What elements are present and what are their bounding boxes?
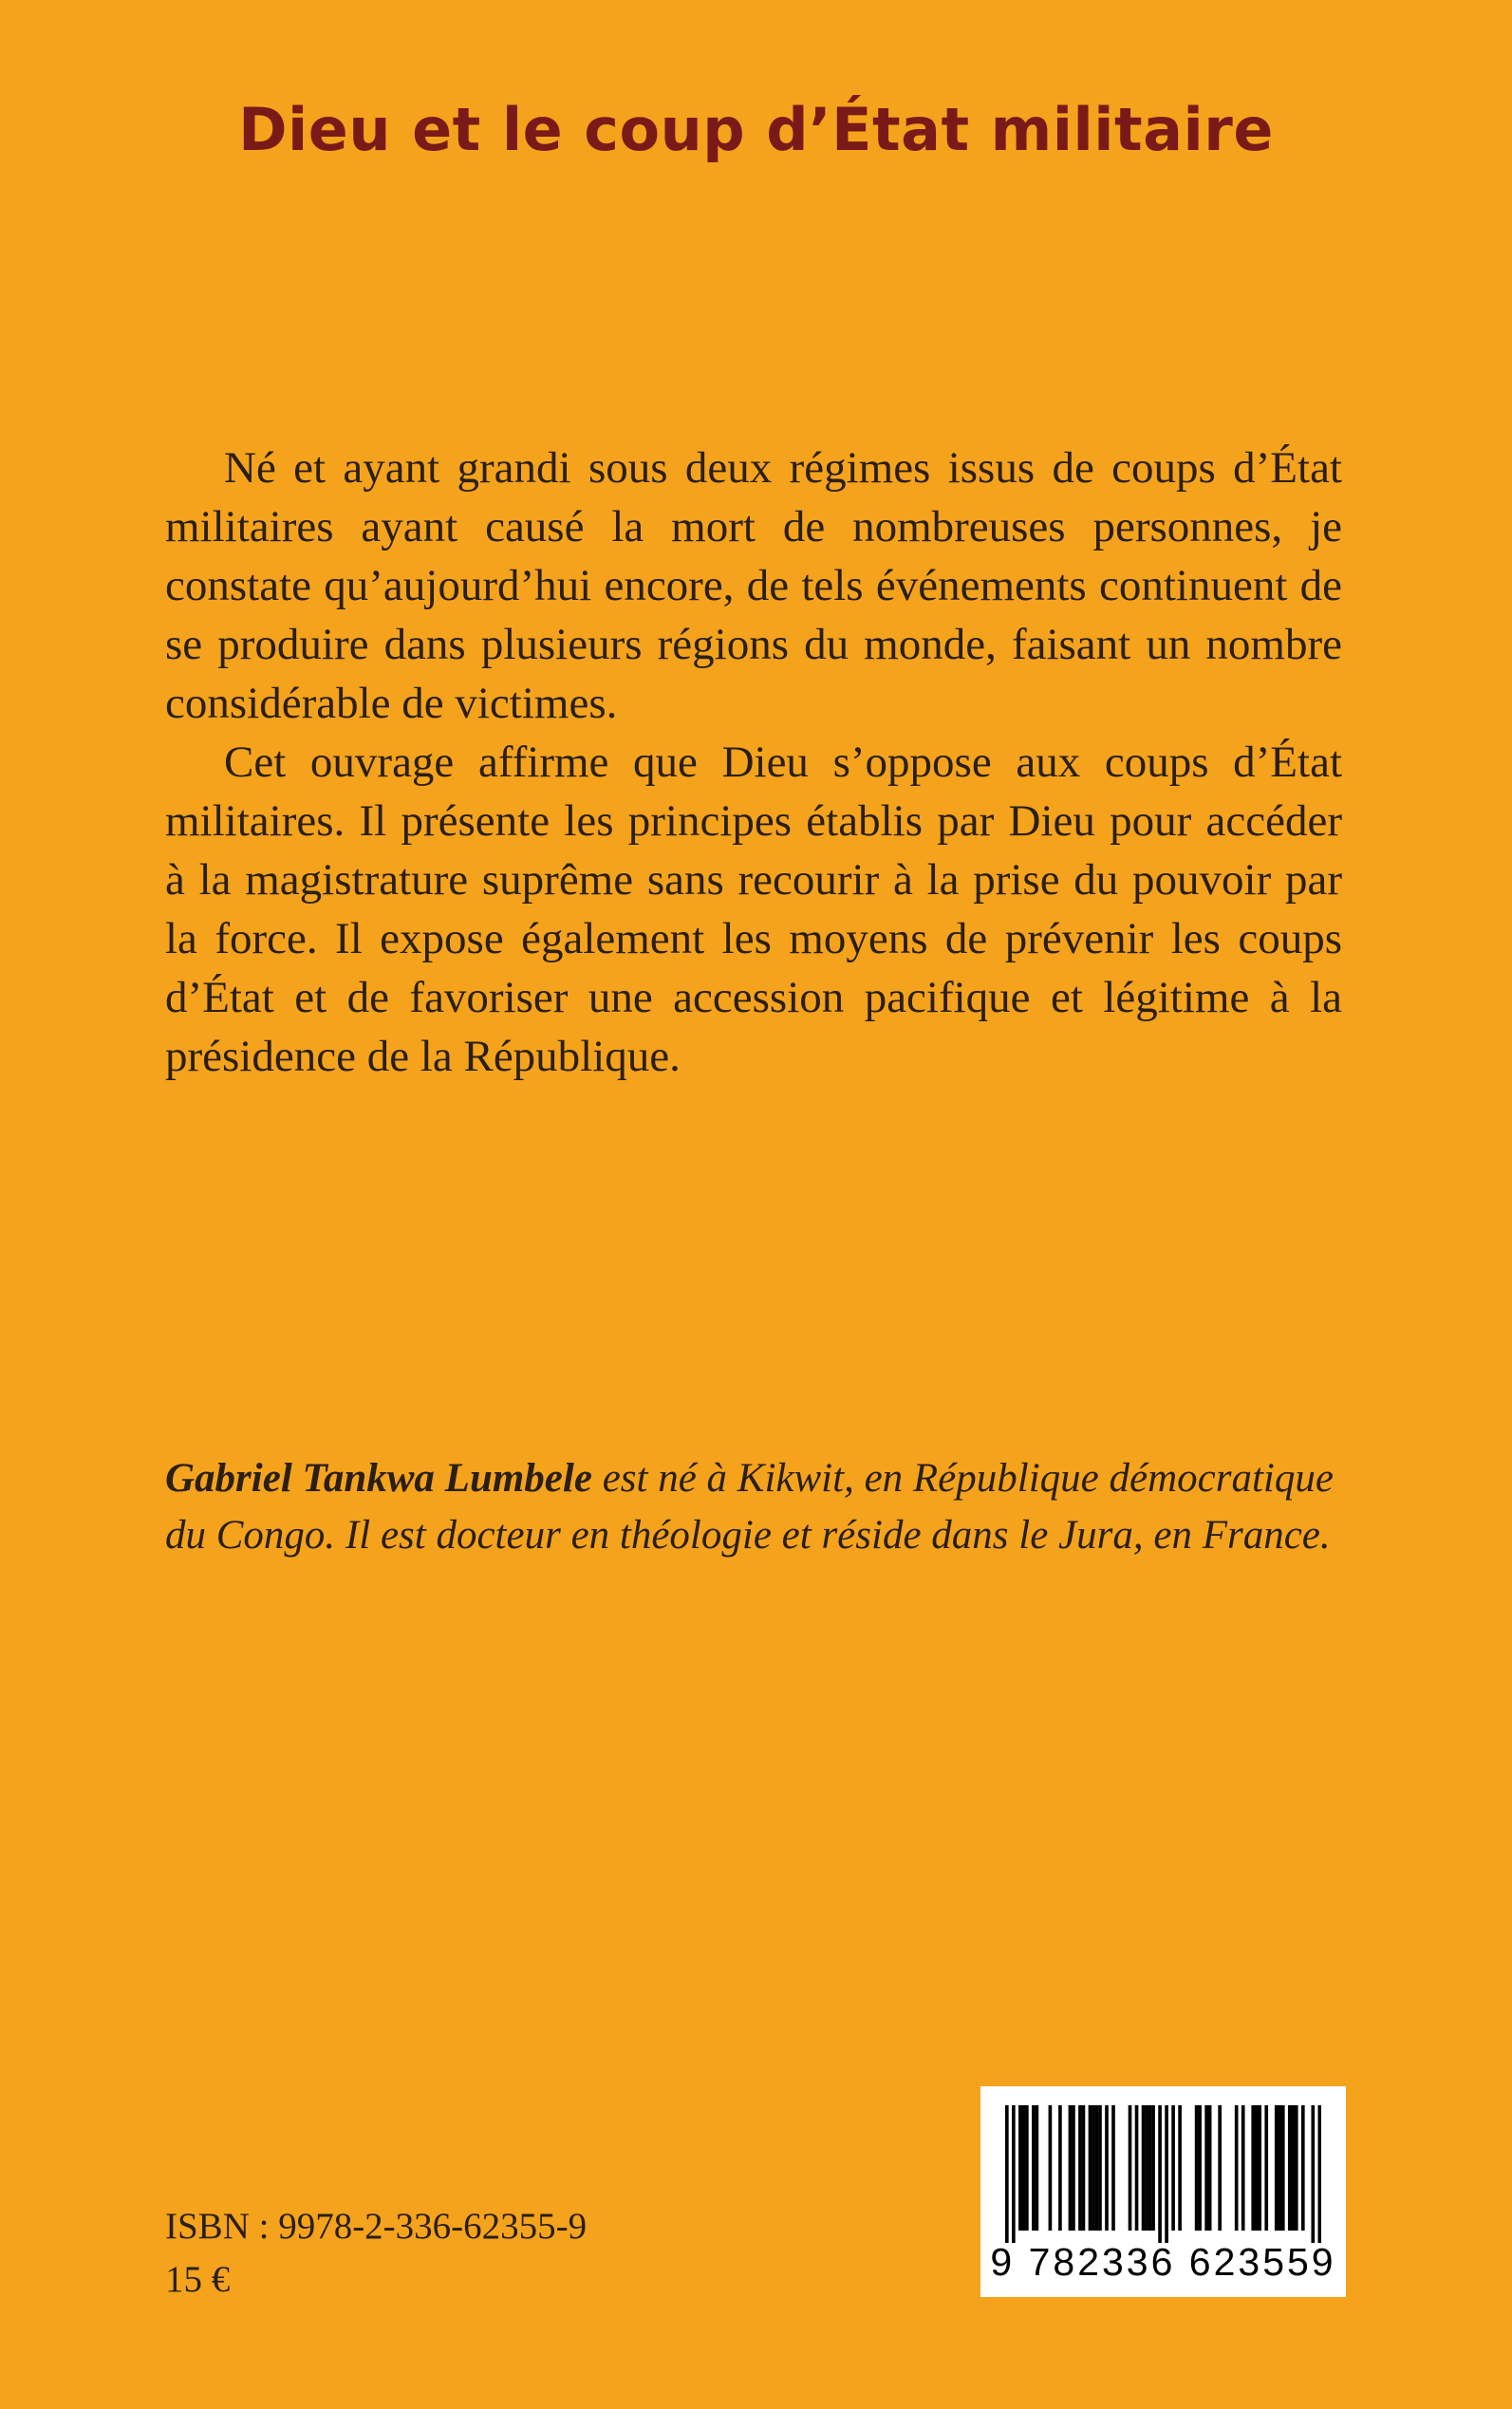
blurb bbox=[165, 439, 1342, 1086]
barcode-bar bbox=[1317, 2105, 1321, 2243]
barcode-bar bbox=[1082, 2105, 1086, 2231]
barcode-bar bbox=[1264, 2105, 1268, 2231]
barcode-bar bbox=[1069, 2105, 1073, 2231]
barcode-bar bbox=[1078, 2105, 1082, 2231]
barcode-bar bbox=[1178, 2105, 1182, 2231]
barcode-bar bbox=[1208, 2105, 1212, 2231]
barcode-bar bbox=[1281, 2105, 1285, 2231]
barcode-bar bbox=[1151, 2105, 1155, 2231]
blurb-paragraph-2: Cet ouvrage affirme que Dieu s’oppose aux coups d’État militaires. Il présente les principes établis par Dieu pour accéder à la magistrature suprême sans recourir à la prise du pouvoir par la force. Il expose également les moyens de prévenir les coups d’État et de favoriser une accession pacifique et légitime à la présidence de la République. bbox=[165, 738, 1342, 1081]
author-bio bbox=[165, 1450, 1342, 1564]
barcode-bar bbox=[1311, 2105, 1315, 2243]
barcode-bar bbox=[1148, 2105, 1152, 2231]
barcode-bar bbox=[1058, 2105, 1062, 2231]
barcode-bars bbox=[1005, 2105, 1321, 2243]
barcode-bar bbox=[1171, 2105, 1175, 2231]
barcode-bar bbox=[1195, 2105, 1199, 2231]
barcode-bar bbox=[1135, 2105, 1139, 2231]
barcode-bar bbox=[1129, 2105, 1132, 2231]
barcode-bar bbox=[1198, 2105, 1202, 2231]
barcode-bar bbox=[1105, 2105, 1109, 2231]
barcode-bar bbox=[1295, 2105, 1298, 2231]
barcode-bar bbox=[1025, 2105, 1029, 2231]
barcode-bar bbox=[1301, 2105, 1305, 2231]
barcode-bar bbox=[1022, 2105, 1026, 2231]
barcode-bar bbox=[1095, 2105, 1099, 2231]
price: 15 € bbox=[165, 2259, 231, 2300]
author-name: Gabriel Tankwa Lumbele bbox=[165, 1456, 592, 1501]
barcode-bar bbox=[1251, 2105, 1255, 2231]
barcode-bar bbox=[1098, 2105, 1102, 2231]
barcode-bar bbox=[1218, 2105, 1222, 2231]
barcode-bar bbox=[1258, 2105, 1261, 2231]
isbn: ISBN : 9978-2-336-62355-9 bbox=[165, 2206, 588, 2247]
barcode-bar bbox=[1145, 2105, 1148, 2231]
barcode bbox=[980, 2086, 1346, 2297]
barcode-bar bbox=[1291, 2105, 1295, 2231]
barcode-bar bbox=[1049, 2105, 1053, 2231]
barcode-bar bbox=[1204, 2105, 1208, 2231]
barcode-bar bbox=[1089, 2105, 1092, 2231]
barcode-bar bbox=[1032, 2105, 1036, 2231]
barcode-bar bbox=[1111, 2105, 1115, 2231]
barcode-bar bbox=[1005, 2105, 1009, 2243]
barcode-bar bbox=[1142, 2105, 1146, 2231]
barcode-bar bbox=[1158, 2105, 1162, 2243]
barcode-bar bbox=[1018, 2105, 1022, 2231]
barcode-bar bbox=[1288, 2105, 1292, 2231]
barcode-bar bbox=[1092, 2105, 1095, 2231]
author-bio-text: est né à Kikwit, en République démocratique du Congo. Il est docteur en théologie et réside dans le Jura, en France. bbox=[165, 1456, 1334, 1558]
book-title: Dieu et le coup d’État militaire bbox=[238, 95, 1274, 164]
barcode-digits: 9 782336 623559 bbox=[990, 2240, 1336, 2284]
barcode-bar bbox=[1012, 2105, 1016, 2243]
barcode-bar bbox=[1165, 2105, 1168, 2243]
barcode-bar bbox=[1235, 2105, 1239, 2231]
barcode-bar bbox=[1255, 2105, 1259, 2231]
barcode-bar bbox=[1241, 2105, 1245, 2231]
barcode-bar bbox=[1275, 2105, 1279, 2231]
barcode-bar bbox=[1278, 2105, 1281, 2231]
barcode-bar bbox=[1036, 2105, 1039, 2231]
barcode-bar bbox=[1072, 2105, 1075, 2231]
blurb-paragraph-1: Né et ayant grandi sous deux régimes issus de coups d’État militaires ayant causé la mort de nombreuses personnes, je constate qu’aujourd’hui encore, de tels événements continuent de se produire dans plusieurs régions du monde, faisant un nombre considérable de victimes. bbox=[165, 443, 1342, 728]
